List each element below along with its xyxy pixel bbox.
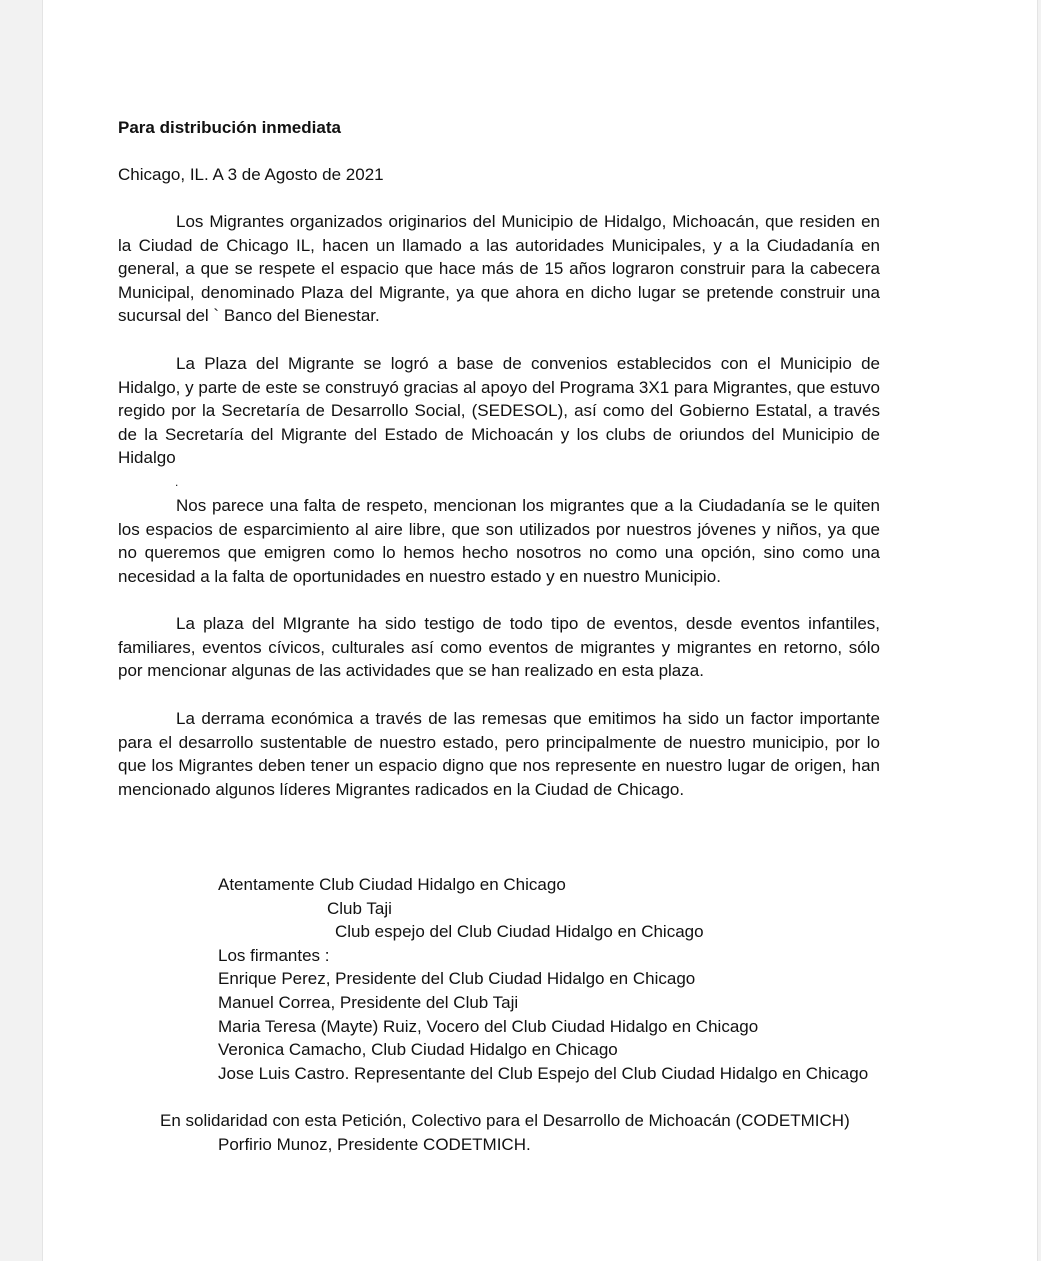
signer-line: Maria Teresa (Mayte) Ruiz, Vocero del Club Ciudad Hidalgo en Chicago <box>218 1017 759 1036</box>
paragraph-1: Los Migrantes organizados originarios del Municipio de Hidalgo, Michoacán, que residen en la Ciudad de Chicago IL, hacen un llamado a las autoridades Municipales, y a la Ciudadanía en general, a que se respete el espacio que hace más de 15 años lograron construir para la cabecera Municipal, denominado Plaza del Migrante, ya que ahora en dicho lugar se pretende construir una sucursal del ` Banco del Bienestar. <box>118 212 880 326</box>
paragraph-3: Nos parece una falta de respeto, mencionan los migrantes que a la Ciudadanía se le quiten los espacios de esparcimiento al aire libre, que son utilizados por nuestros jóvenes y niños, ya que no queremos que emigren como lo hemos hecho nosotros no como una opción, sino como una necesidad a la falta de oportunidades en nuestro estado y en nuestro Municipio. <box>118 496 880 586</box>
document-heading: Para distribución inmediata <box>118 118 341 137</box>
signer-line: Veronica Camacho, Club Ciudad Hidalgo en Chicago <box>218 1040 618 1059</box>
solidarity-line: En solidaridad con esta Petición, Colectivo para el Desarrollo de Michoacán (CODETMICH) <box>160 1111 850 1130</box>
closing-atentamente: Atentamente Club Ciudad Hidalgo en Chicago <box>218 875 566 894</box>
paragraph-2: La Plaza del Migrante se logró a base de convenios establecidos con el Municipio de Hidalgo, y parte de este se construyó gracias al apoyo del Programa 3X1 para Migrantes, que estuvo regido por la Secretaría de Desarrollo Social, (SEDESOL), así como del Gobierno Estatal, a través de la Secretaría del Migrante del Estado de Michoacán y los clubs de oriundos del Municipio de Hidalgo <box>118 354 880 468</box>
signer-line: Jose Luis Castro. Representante del Club Espejo del Club Ciudad Hidalgo en Chicago <box>218 1064 869 1083</box>
stray-dot: . <box>175 475 179 489</box>
firmantes-label: Los firmantes : <box>218 946 330 965</box>
dateline: Chicago, IL. A 3 de Agosto de 2021 <box>118 165 384 184</box>
closing-club-taji: Club Taji <box>327 899 392 918</box>
signer-line: Enrique Perez, Presidente del Club Ciudad Hidalgo en Chicago <box>218 969 696 988</box>
paragraph-5: La derrama económica a través de las remesas que emitimos ha sido un factor importante para el desarrollo sustentable de nuestro estado, pero principalmente de nuestro municipio, por lo que los Migrantes deben tener un espacio digno que nos represente en nuestro lugar de origen, han mencionado algunos líderes Migrantes radicados en la Ciudad de Chicago. <box>118 709 880 799</box>
paragraph-4: La plaza del MIgrante ha sido testigo de todo tipo de eventos, desde eventos infantiles, familiares, eventos cívicos, culturales así como eventos de migrantes y migrantes en retorno, sólo por mencionar algunas de las actividades que se han realizado en esta plaza. <box>118 614 880 681</box>
closing-club-espejo: Club espejo del Club Ciudad Hidalgo en Chicago <box>335 922 704 941</box>
signer-line: Manuel Correa, Presidente del Club Taji <box>218 993 519 1012</box>
porfirio-line: Porfirio Munoz, Presidente CODETMICH. <box>218 1135 531 1154</box>
